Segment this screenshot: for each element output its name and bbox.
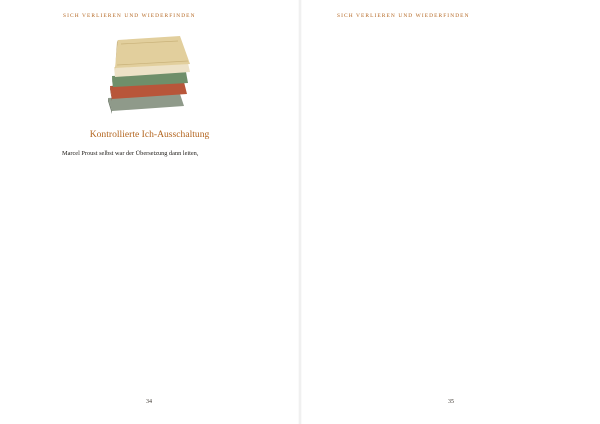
- body-line: [337, 353, 575, 364]
- body-line: [337, 137, 575, 148]
- right-page: [300, 0, 600, 424]
- body-line: [62, 205, 295, 216]
- section-heading: Kontrollierte Ich-Ausschaltung: [89, 129, 210, 140]
- body-line: [62, 387, 295, 398]
- body-line: [62, 353, 295, 364]
- body-text-left: [62, 148, 295, 410]
- body-line: [337, 319, 575, 330]
- body-line: [337, 205, 575, 216]
- body-line: [62, 194, 295, 205]
- body-line: [62, 285, 295, 296]
- body-line: [337, 376, 575, 387]
- body-line: [62, 239, 295, 250]
- folio-right: 35: [448, 399, 454, 405]
- body-line: [62, 159, 295, 170]
- body-line: [62, 399, 295, 410]
- body-line: [337, 148, 575, 159]
- body-line: [62, 262, 295, 273]
- body-line: [337, 160, 575, 171]
- body-line: [337, 274, 575, 285]
- body-line: [62, 171, 295, 182]
- body-line: [337, 91, 575, 102]
- body-line: [337, 69, 575, 80]
- body-line: [337, 239, 575, 250]
- body-line: [62, 296, 295, 307]
- body-line: [337, 388, 575, 399]
- stacked-books-photo: [104, 34, 196, 116]
- body-line: [337, 285, 575, 296]
- body-line: [62, 216, 295, 227]
- body-line: [62, 228, 295, 239]
- body-line: [337, 262, 575, 273]
- body-line: [337, 217, 575, 228]
- body-line: [62, 251, 295, 262]
- body-line: [337, 34, 575, 45]
- body-line: [337, 46, 575, 57]
- gutter-shadow: [298, 0, 302, 424]
- body-line: [62, 342, 295, 353]
- body-line: [62, 319, 295, 330]
- body-line: [337, 365, 575, 376]
- body-line: [337, 126, 575, 137]
- body-line: [62, 364, 295, 375]
- body-line: [62, 330, 295, 341]
- body-line: [337, 57, 575, 68]
- body-line: [337, 308, 575, 319]
- folio-left: 34: [146, 399, 152, 405]
- running-head-right: SICH VERLIEREN UND WIEDERFINDEN: [337, 13, 470, 19]
- body-line: [337, 114, 575, 125]
- body-line: [62, 307, 295, 318]
- body-line: Marcel Proust selbst war der Übersetzung dann leiten,: [62, 150, 199, 157]
- body-line: [337, 228, 575, 239]
- running-head-left: SICH VERLIEREN UND WIEDERFINDEN: [63, 13, 196, 19]
- body-line: [337, 296, 575, 307]
- body-line: [337, 103, 575, 114]
- body-line: [337, 182, 575, 193]
- body-line: [337, 399, 575, 410]
- body-text-right: [337, 23, 575, 410]
- body-line: [337, 171, 575, 182]
- body-line: [337, 331, 575, 342]
- body-line: [337, 342, 575, 353]
- body-line: [337, 194, 575, 205]
- body-line: [337, 80, 575, 91]
- body-line: [337, 23, 575, 34]
- body-line: [337, 251, 575, 262]
- body-line: [62, 376, 295, 387]
- body-line: [62, 273, 295, 284]
- body-line: [62, 182, 295, 193]
